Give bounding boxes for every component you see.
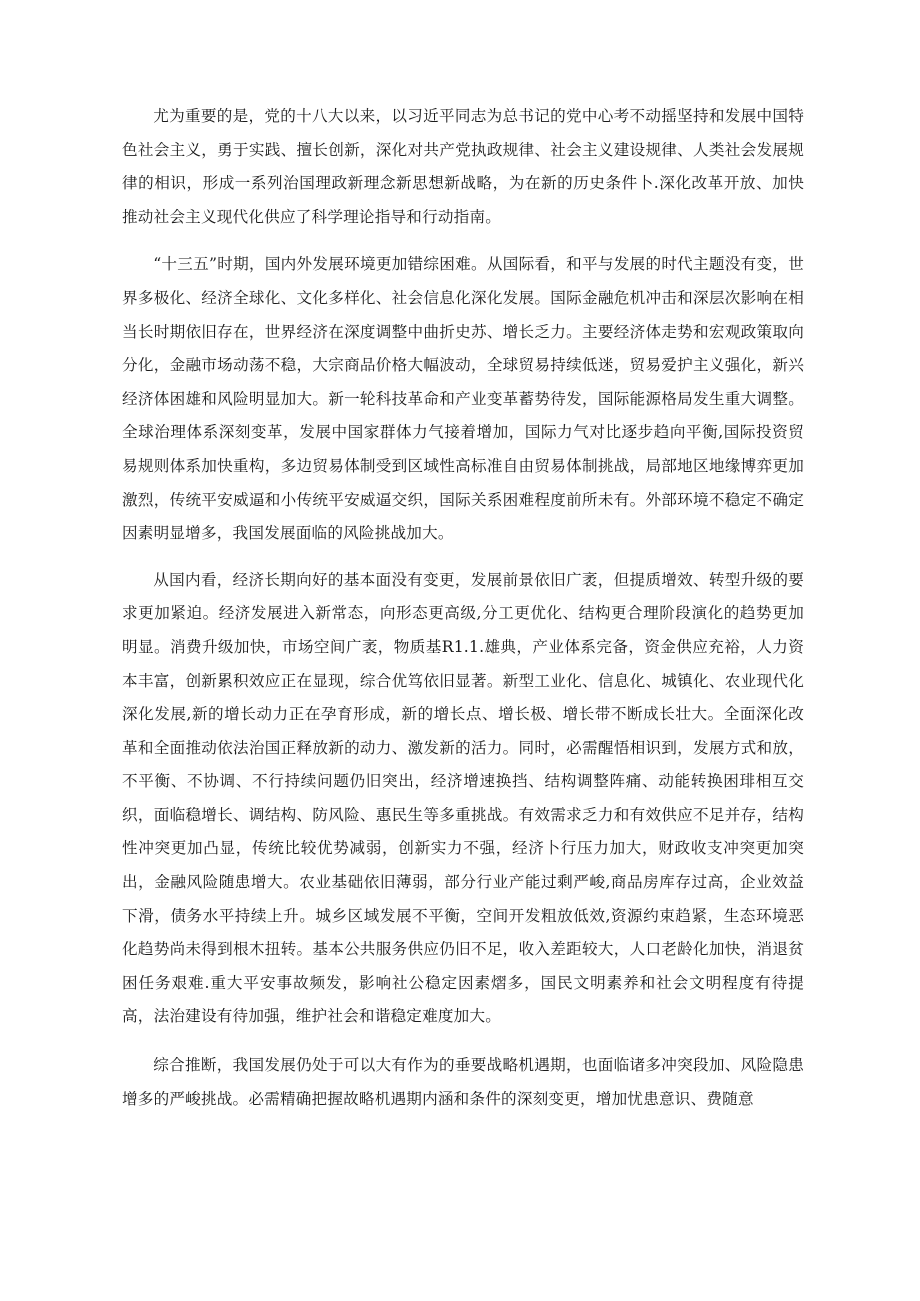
paragraph-2: “十三五”时期，国内外发展环境更加错综困难。从国际看，和平与发展的时代主题没有变，世界多极化、经济全球化、文化多样化、社会信息化深化发展。国际金融危机冲击和深层次影响在相当长时期依旧存在，世界经济在深度调整中曲折史苏、增长乏力。主要经济体走势和宏观政策取向分化，金融市场动荡不稳，大宗商品价格大幅波动，全球贸易持续低迷，贸易爱护主义强化，新兴经济体困雄和风险明显加大。新一轮科技革命和产业变革蓄势待发，国际能源格局发生重大调整。全球治理体系深刻变革，发展中国家群体力气接着增加，国际力气对比逐步趋向平衡,国际投资贸易规则体系加快重构，多边贸易体制受到区域性高标准自由贸易体制挑战，局部地区地缘博弈更加激烈，传统平安威逼和小传统平安威逼交织，国际关系困难程度前所未有。外部环境不稳定不确定因素明显增多，我国发展面临的风险挑战加大。 bbox=[122, 255, 804, 543]
paragraph-1: 尤为重要的是，党的十八大以来，以习近平同志为总书记的党中心考不动摇坚持和发展中国特色社会主义，勇于实践、擅长创新，深化对共产党执政规律、社会主义建设规律、人类社会发展规律的相识，形成一系列治国理政新理念新思想新战略，为在新的历史条件卜.深化改革开放、加快推动社会主义现代化供应了科学理论指导和行动指南。 bbox=[122, 107, 804, 226]
paragraph-3: 从国内看，经济长期向好的基本面没有变更，发展前景依旧广袤，但提质增效、转型升级的要求更加紧迫。经济发展进入新常态，向形态更高级,分工更优化、结构更合理阶段演化的趋势更加明显。消费升级加快，市场空间广袤，物质基R1.1.雄典，产业体系完备，资金供应充裕，人力资本丰富，创新累积效应正在显现，综合优笃依旧显著。新型工业化、信息化、城镇化、农业现代化深化发展,新的增长动力正在孕育形成，新的增长点、增长极、增长带不断成长壮大。全面深化改革和全面推动依法治国正释放新的动力、激发新的活力。同时，必需醒悟相识到，发展方式和放，不平衡、不协调、不行持续问题仍旧突出，经济增速换挡、结构调整阵痛、动能转换困琲相互交织，面临稳增长、调结构、防风险、惠民生等多重挑战。有效需求乏力和有效供应不足并存，结构性冲突更加凸显，传统比较优势减弱，创新实力不强，经济卜行压力加大，财政收支冲突更加突出，金融风险随患增大。农业基础依旧薄弱，部分行业产能过剩严峻,商品房库存过高，企业效益下滑，债务水平持续上升。城乡区域发展不平衡，空间开发粗放低效,资源约束趋紧，生态环境恶化趋势尚未得到根木扭转。基本公共服务供应仍旧不足，收入差距较大，人口老龄化加快，消退贫困任务艰难.重大平安事故频发，影响社公稳定因素熠多，国民文明素养和社会文明程度有待提高，法治建设有待加强，维护社会和谐稳定难度加大。 bbox=[122, 570, 804, 1026]
document-body bbox=[122, 100, 804, 1116]
paragraph-4: 综合推断，我国发展仍处于可以大有作为的垂要战略机遇期，也面临诸多冲突段加、风险隐患增多的严峻挑战。必需精确把握故略机遇期内涵和条件的深刻变更，增加忧患意识、费随意 bbox=[122, 1056, 804, 1108]
